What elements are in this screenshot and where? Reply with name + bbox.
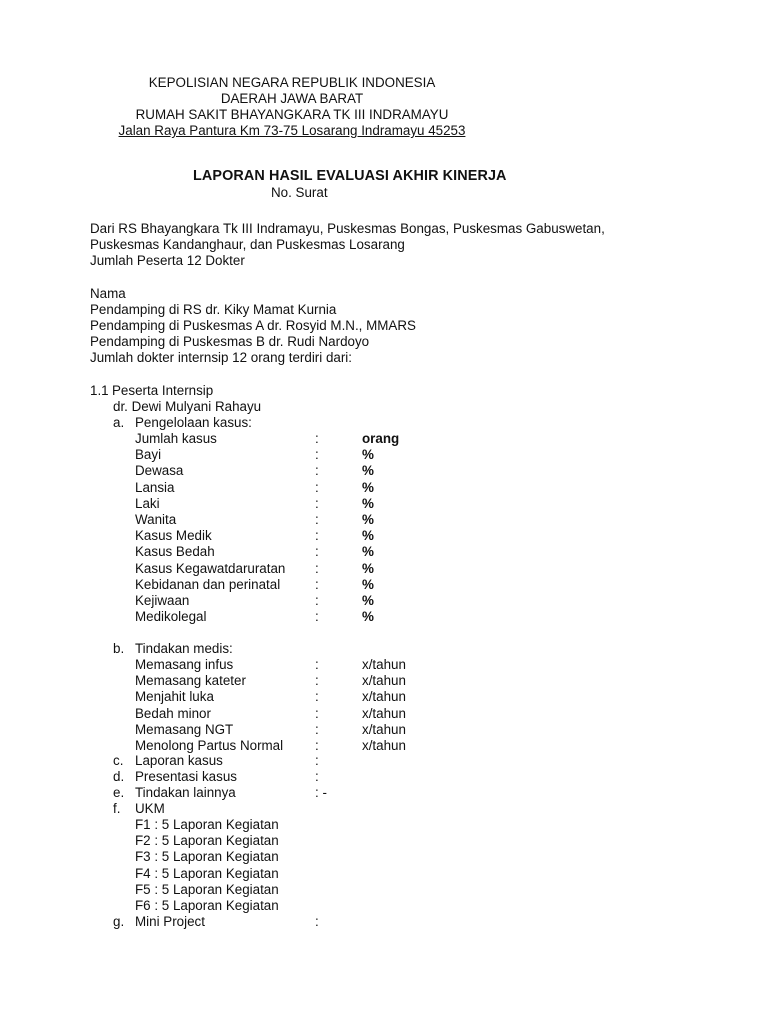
row-unit: % — [362, 479, 374, 495]
letter-number-label: No. Surat — [271, 185, 328, 200]
item-b-letter: b. — [113, 641, 125, 656]
row-label: Kasus Medik — [135, 528, 212, 544]
name-label: Nama — [90, 286, 126, 301]
row-label: Kebidanan dan perinatal — [135, 576, 281, 592]
row-label: Menolong Partus Normal — [135, 738, 284, 753]
item-b-title: Tindakan medis: — [135, 641, 233, 656]
row-colon: : — [315, 705, 319, 721]
row-colon: : — [315, 512, 319, 527]
row-label: Memasang NGT — [135, 721, 234, 737]
ukm-item: F6 : 5 Laporan Kegiatan — [135, 898, 279, 913]
row-colon: : — [315, 738, 319, 753]
intro-line-1: Dari RS Bhayangkara Tk III Indramayu, Puskesmas Bongas, Puskesmas Gabuswetan, — [90, 221, 605, 236]
item-d-letter: d. — [113, 769, 125, 784]
row-label: Memasang infus — [135, 657, 234, 672]
row-colon: : — [315, 544, 319, 560]
item-e-letter: e. — [113, 785, 125, 800]
document-title: LAPORAN HASIL EVALUASI AKHIR KINERJA — [193, 168, 507, 184]
row-unit: x/tahun — [362, 673, 406, 689]
row-unit: x/tahun — [362, 657, 406, 672]
case-report-colon: : — [315, 753, 319, 768]
row-label: Kasus Kegawatdaruratan — [135, 560, 286, 576]
mini-project-label: Mini Project — [135, 914, 205, 929]
case-report-label: Laporan kasus — [135, 753, 223, 768]
participant-count: Jumlah Peserta 12 Dokter — [90, 253, 245, 268]
supervisor-puskesmas-b: Pendamping di Puskesmas B dr. Rudi Nardoyo — [90, 334, 370, 349]
supervisor-puskesmas-a: Pendamping di Puskesmas A dr. Rosyid M.N., MMARS — [90, 318, 416, 333]
row-label: Bedah minor — [135, 705, 211, 721]
row-unit: % — [362, 609, 374, 625]
row-colon: : — [315, 463, 319, 479]
item-f-letter: f. — [113, 801, 121, 816]
section-title: Peserta Internsip — [112, 383, 214, 398]
row-unit: % — [362, 528, 374, 544]
row-unit: % — [362, 495, 374, 511]
row-label: Memasang kateter — [135, 673, 246, 689]
row-label: Bayi — [135, 447, 162, 463]
item-a-title: Pengelolaan kasus: — [135, 415, 252, 430]
row-label: Laki — [135, 495, 160, 511]
supervisor-rs: Pendamping di RS dr. Kiky Mamat Kurnia — [90, 302, 337, 317]
row-unit: x/tahun — [362, 689, 406, 705]
row-unit: % — [362, 512, 374, 527]
row-label: Wanita — [135, 512, 177, 527]
ukm-item: F2 : 5 Laporan Kegiatan — [135, 833, 279, 849]
row-unit: x/tahun — [362, 738, 406, 753]
row-colon: : — [315, 560, 319, 576]
other-actions-label: Tindakan lainnya — [135, 785, 236, 800]
row-label: Menjahit luka — [135, 689, 214, 705]
row-label: Medikolegal — [135, 609, 207, 625]
row-unit: % — [362, 463, 374, 479]
row-colon: : — [315, 479, 319, 495]
row-colon: : — [315, 576, 319, 592]
header-hospital: RUMAH SAKIT BHAYANGKARA TK III INDRAMAYU — [135, 107, 449, 122]
row-colon: : — [315, 447, 319, 463]
row-unit: % — [362, 560, 374, 576]
section-number: 1.1 — [90, 383, 109, 398]
row-label: Kejiwaan — [135, 593, 190, 608]
ukm-label: UKM — [135, 801, 165, 816]
row-colon: : — [315, 689, 319, 705]
item-g-letter: g. — [113, 914, 125, 929]
row-unit: x/tahun — [362, 721, 406, 737]
row-unit: % — [362, 447, 374, 463]
row-colon: : — [315, 721, 319, 737]
case-presentation-label: Presentasi kasus — [135, 769, 237, 784]
row-colon: : — [315, 593, 319, 608]
header-institution: KEPOLISIAN NEGARA REPUBLIK INDONESIA — [148, 75, 436, 90]
row-colon: : — [315, 609, 319, 625]
ukm-item: F3 : 5 Laporan Kegiatan — [135, 849, 279, 865]
row-unit: % — [362, 576, 374, 592]
item-c-letter: c. — [113, 753, 124, 768]
header-address: Jalan Raya Pantura Km 73-75 Losarang Indramayu 45253 — [118, 123, 466, 138]
ukm-item: F1 : 5 Laporan Kegiatan — [135, 817, 279, 832]
other-actions-value: : - — [315, 785, 327, 800]
intro-line-2: Puskesmas Kandanghaur, dan Puskesmas Losarang — [90, 237, 405, 252]
doctor-name: dr. Dewi Mulyani Rahayu — [113, 399, 262, 414]
row-colon: : — [315, 431, 319, 446]
row-colon: : — [315, 673, 319, 689]
row-colon: : — [315, 495, 319, 511]
case-presentation-colon: : — [315, 769, 319, 784]
item-a-letter: a. — [113, 415, 125, 430]
row-unit: x/tahun — [362, 705, 406, 721]
row-label: Kasus Bedah — [135, 544, 215, 560]
row-unit: % — [362, 544, 374, 560]
row-label: Dewasa — [135, 463, 184, 479]
row-unit: % — [362, 593, 374, 608]
ukm-item: F5 : 5 Laporan Kegiatan — [135, 881, 279, 897]
row-colon: : — [315, 528, 319, 544]
mini-project-colon: : — [315, 914, 319, 929]
row-label: Jumlah kasus — [135, 431, 217, 446]
ukm-item: F4 : 5 Laporan Kegiatan — [135, 865, 279, 881]
header-region: DAERAH JAWA BARAT — [220, 91, 364, 106]
intern-count: Jumlah dokter internsip 12 orang terdiri dari: — [90, 350, 352, 365]
row-unit: orang — [362, 431, 400, 446]
row-label: Lansia — [135, 479, 175, 495]
row-colon: : — [315, 657, 319, 672]
